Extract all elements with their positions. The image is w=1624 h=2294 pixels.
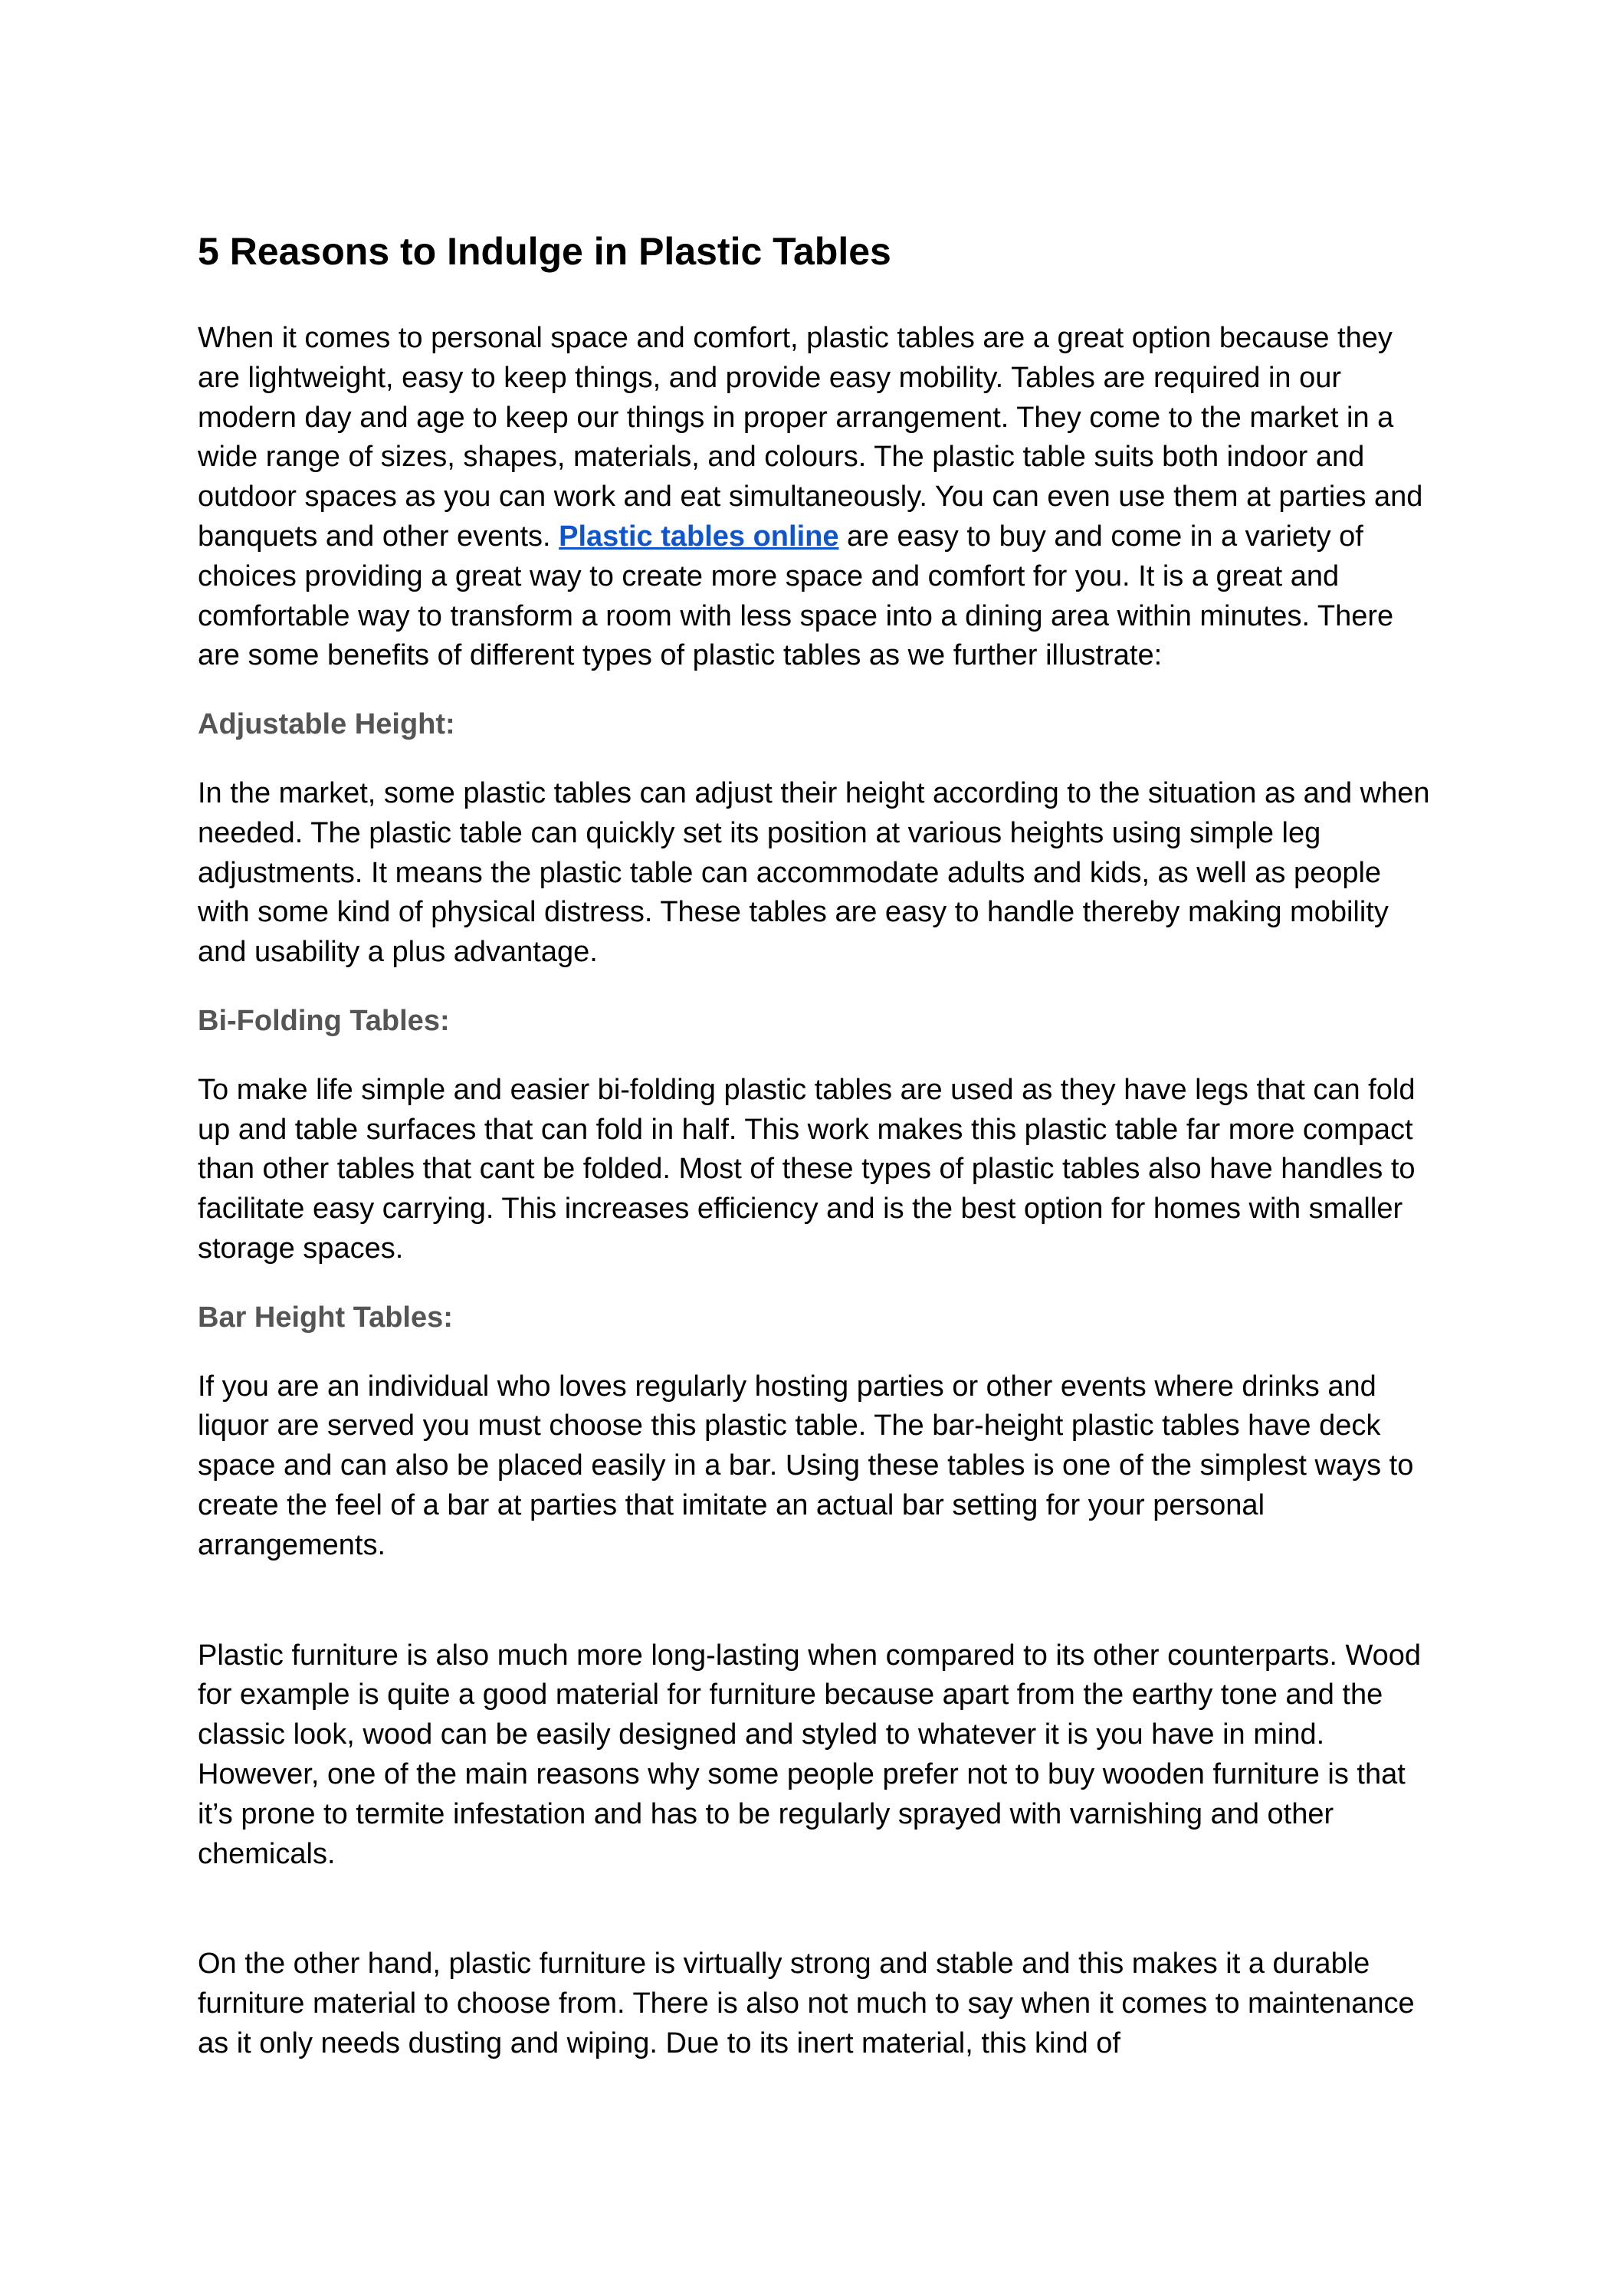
paragraph-plastic-durable: On the other hand, plastic furniture is virtually strong and stable and this makes it a durable furniture material to choose from. There is also not much to say when it comes to maintenance as it only needs dusting and wiping. Due to its inert material, this kind of (198, 1948, 1415, 2059)
section-body-adjustable-height: In the market, some plastic tables can adjust their height according to the situation as and when needed. The plastic table can quickly set its position at various heights using simple leg adjustments. It means the plastic table can accommodate adults and kids, as well as people with some kind of physical distress. These tables are easy to handle thereby making mobility and usability a plus advantage. (198, 776, 1430, 969)
intro-text-after-link: are easy to buy and come in a variety of choices providing a great way to create more space and comfort for you. It is a great and comfortable way to transform a room with less space into a dining area within minutes. There are some benefits of different types of plastic tables as we further illustrate: (198, 520, 1394, 672)
intro-paragraph (198, 319, 1439, 676)
intro-text-before-link: When it comes to personal space and comfort, plastic tables are a great option because they are lightweight, easy to keep things, and provide easy mobility. Tables are required in our modern day and age to keep our things in proper arrangement. They come to the market in a wide range of sizes, shapes, materials, and colours. The plastic table suits both indoor and outdoor spaces as you can work and eat simultaneously. You can even use them at parties and banquets and other events. (198, 322, 1423, 553)
section-heading-bar-height: Bar Height Tables: (198, 1301, 453, 1334)
section-heading-adjustable-height: Adjustable Height: (198, 708, 455, 741)
document-title: 5 Reasons to Indulge in Plastic Tables (198, 230, 891, 273)
section-heading-bi-folding: Bi-Folding Tables: (198, 1004, 450, 1037)
plastic-tables-online-link[interactable]: Plastic tables online (559, 520, 839, 553)
paragraph-plastic-long-lasting: Plastic furniture is also much more long-lasting when compared to its other counterparts. Wood for example is quite a good material for furniture because apart from the earthy tone and the classic look, wood can be easily designed and styled to whatever it is you have in mind. However, one of the main reasons why some people prefer not to buy wooden furniture is that it’s prone to termite infestation and has to be regularly sprayed with varnishing and other chemicals. (198, 1639, 1422, 1870)
section-body-bar-height: If you are an individual who loves regularly hosting parties or other events where drinks and liquor are served you must choose this plastic table. The bar-height plastic tables have deck space and can also be placed easily in a bar. Using these tables is one of the simplest ways to create the feel of a bar at parties that imitate an actual bar setting for your personal arrangements. (198, 1370, 1414, 1561)
section-body-bi-folding: To make life simple and easier bi-folding plastic tables are used as they have legs that can fold up and table surfaces that can fold in half. This work makes this plastic table far more compact than other tables that cant be folded. Most of these types of plastic tables also have handles to facilitate easy carrying. This increases efficiency and is the best option for homes with smaller storage spaces. (198, 1073, 1416, 1265)
document-page (198, 224, 1439, 2064)
